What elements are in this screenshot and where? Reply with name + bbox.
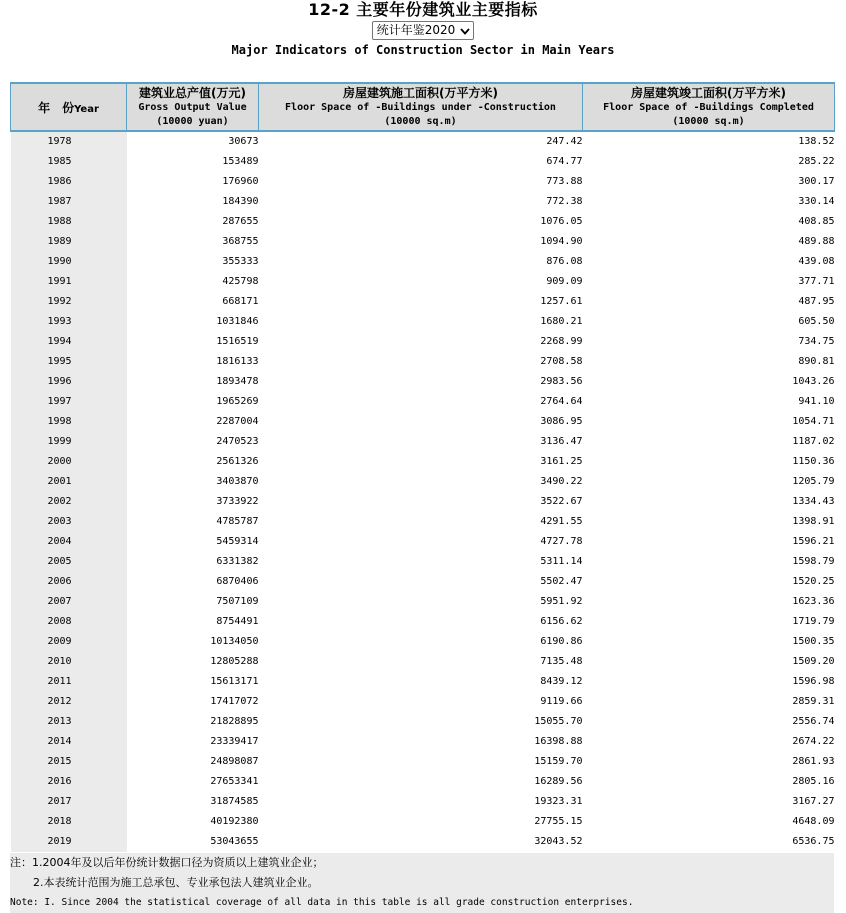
yearbook-select[interactable] xyxy=(372,21,475,40)
table-row xyxy=(11,131,835,152)
cell-under-construction: 1094.90 xyxy=(540,236,583,247)
cell-gross-output: 30673 xyxy=(228,136,259,147)
cell-gross-output: 8754491 xyxy=(216,616,259,627)
cell-under-construction: 2764.64 xyxy=(540,396,583,407)
cell-gross-output: 15613171 xyxy=(210,676,259,687)
table-row xyxy=(11,632,835,652)
cell-year: 1985 xyxy=(11,152,127,172)
cell-year: 2011 xyxy=(11,672,127,692)
cell-gross-output: 425798 xyxy=(222,276,259,287)
table-row xyxy=(11,432,835,452)
cell-completed: 734.75 xyxy=(798,336,835,347)
cell-year: 2001 xyxy=(11,472,127,492)
table-row xyxy=(11,392,835,412)
cell-gross-output: 1816133 xyxy=(216,356,259,367)
cell-year: 2014 xyxy=(11,732,127,752)
table-row xyxy=(11,712,835,732)
cell-under-construction: 674.77 xyxy=(546,156,583,167)
cell-gross-output: 40192380 xyxy=(210,816,259,827)
cell-completed: 1054.71 xyxy=(792,416,835,427)
cell-completed: 1150.36 xyxy=(792,456,835,467)
header-gross-output-en: Gross Output Value xyxy=(138,102,247,113)
cell-year: 1996 xyxy=(11,372,127,392)
cell-year: 2006 xyxy=(11,572,127,592)
cell-under-construction: 3136.47 xyxy=(540,436,583,447)
cell-under-construction: 5951.92 xyxy=(540,596,583,607)
table-row xyxy=(11,332,835,352)
table-row xyxy=(11,252,835,272)
cell-under-construction: 1680.21 xyxy=(540,316,583,327)
table-row xyxy=(11,752,835,772)
indicators-table xyxy=(10,82,835,852)
table-row xyxy=(11,372,835,392)
yearbook-select-container xyxy=(0,19,846,40)
cell-under-construction: 247.42 xyxy=(546,136,583,147)
cell-under-construction: 15159.70 xyxy=(534,756,583,767)
cell-year: 2016 xyxy=(11,772,127,792)
cell-under-construction: 16289.56 xyxy=(534,776,583,787)
cell-gross-output: 27653341 xyxy=(210,776,259,787)
cell-gross-output: 31874585 xyxy=(210,796,259,807)
cell-completed: 2859.31 xyxy=(792,696,835,707)
header-completed-unit: (10000 sq.m) xyxy=(672,116,745,127)
cell-year: 1992 xyxy=(11,292,127,312)
page-subtitle: Major Indicators of Construction Sector in Main Years xyxy=(231,43,615,57)
cell-gross-output: 368755 xyxy=(222,236,259,247)
cell-year: 2017 xyxy=(11,792,127,812)
cell-under-construction: 27755.15 xyxy=(534,816,583,827)
cell-gross-output: 17417072 xyxy=(210,696,259,707)
cell-completed: 2556.74 xyxy=(792,716,835,727)
cell-under-construction: 2983.56 xyxy=(540,376,583,387)
header-under-construction xyxy=(259,83,583,131)
cell-under-construction: 3161.25 xyxy=(540,456,583,467)
cell-gross-output: 6331382 xyxy=(216,556,259,567)
cell-gross-output: 53043655 xyxy=(210,836,259,847)
table-row xyxy=(11,532,835,552)
cell-gross-output: 3733922 xyxy=(216,496,259,507)
cell-completed: 1500.35 xyxy=(792,636,835,647)
cell-gross-output: 1893478 xyxy=(216,376,259,387)
cell-gross-output: 10134050 xyxy=(210,636,259,647)
cell-under-construction: 876.08 xyxy=(546,256,583,267)
cell-completed: 2674.22 xyxy=(792,736,835,747)
header-completed-cn: 房屋建筑竣工面积(万平方米) xyxy=(631,86,786,100)
cell-gross-output: 153489 xyxy=(222,156,259,167)
cell-completed: 1719.79 xyxy=(792,616,835,627)
header-year-cn: 年 份 xyxy=(38,100,75,115)
cell-gross-output: 3403870 xyxy=(216,476,259,487)
table-row xyxy=(11,272,835,292)
cell-under-construction: 2268.99 xyxy=(540,336,583,347)
cell-completed: 1520.25 xyxy=(792,576,835,587)
table-row xyxy=(11,212,835,232)
chevron-down-icon xyxy=(459,25,471,37)
cell-gross-output: 24898087 xyxy=(210,756,259,767)
table-row xyxy=(11,732,835,752)
cell-under-construction: 19323.31 xyxy=(534,796,583,807)
cell-year: 2009 xyxy=(11,632,127,652)
table-row xyxy=(11,612,835,632)
cell-completed: 1596.98 xyxy=(792,676,835,687)
cell-gross-output: 6870406 xyxy=(216,576,259,587)
cell-gross-output: 184390 xyxy=(222,196,259,207)
cell-year: 1987 xyxy=(11,192,127,212)
cell-gross-output: 287655 xyxy=(222,216,259,227)
cell-gross-output: 1031846 xyxy=(216,316,259,327)
cell-year: 2003 xyxy=(11,512,127,532)
table-row xyxy=(11,592,835,612)
cell-year: 2013 xyxy=(11,712,127,732)
cell-year: 1978 xyxy=(11,131,127,152)
cell-gross-output: 1965269 xyxy=(216,396,259,407)
cell-completed: 489.88 xyxy=(798,236,835,247)
table-row xyxy=(11,692,835,712)
cell-year: 2008 xyxy=(11,612,127,632)
cell-completed: 2805.16 xyxy=(792,776,835,787)
cell-year: 2007 xyxy=(11,592,127,612)
cell-under-construction: 2708.58 xyxy=(540,356,583,367)
cell-under-construction: 6156.62 xyxy=(540,616,583,627)
table-row xyxy=(11,192,835,212)
cell-completed: 1623.36 xyxy=(792,596,835,607)
table-body xyxy=(11,131,835,852)
cell-under-construction: 6190.86 xyxy=(540,636,583,647)
note-line-2: 2.本表统计范围为施工总承包、专业承包法人建筑业企业。 xyxy=(33,876,319,889)
cell-completed: 1398.91 xyxy=(792,516,835,527)
cell-under-construction: 909.09 xyxy=(546,276,583,287)
cell-completed: 3167.27 xyxy=(792,796,835,807)
cell-year: 2002 xyxy=(11,492,127,512)
note-line-en: Note: I. Since 2004 the statistical coverage of all data in this table is all grade construction enterprises. xyxy=(10,897,634,908)
cell-under-construction: 5502.47 xyxy=(540,576,583,587)
cell-under-construction: 4727.78 xyxy=(540,536,583,547)
header-under-construction-cn: 房屋建筑施工面积(万平方米) xyxy=(343,86,498,100)
cell-year: 1995 xyxy=(11,352,127,372)
cell-gross-output: 668171 xyxy=(222,296,259,307)
cell-year: 1999 xyxy=(11,432,127,452)
cell-completed: 6536.75 xyxy=(792,836,835,847)
cell-completed: 285.22 xyxy=(798,156,835,167)
table-row xyxy=(11,452,835,472)
table-row xyxy=(11,552,835,572)
cell-completed: 330.14 xyxy=(798,196,835,207)
cell-year: 2000 xyxy=(11,452,127,472)
table-row xyxy=(11,832,835,852)
cell-completed: 487.95 xyxy=(798,296,835,307)
cell-year: 1997 xyxy=(11,392,127,412)
cell-year: 1998 xyxy=(11,412,127,432)
table-row xyxy=(11,232,835,252)
cell-gross-output: 23339417 xyxy=(210,736,259,747)
cell-completed: 4648.09 xyxy=(792,816,835,827)
table-row xyxy=(11,652,835,672)
cell-gross-output: 4785787 xyxy=(216,516,259,527)
table-header-row xyxy=(11,83,835,131)
table-row xyxy=(11,812,835,832)
cell-under-construction: 8439.12 xyxy=(540,676,583,687)
cell-year: 2019 xyxy=(11,832,127,852)
table-row xyxy=(11,292,835,312)
table-row xyxy=(11,672,835,692)
notes-section xyxy=(10,853,834,913)
cell-year: 1994 xyxy=(11,332,127,352)
cell-year: 1991 xyxy=(11,272,127,292)
cell-year: 2015 xyxy=(11,752,127,772)
cell-under-construction: 4291.55 xyxy=(540,516,583,527)
cell-completed: 1187.02 xyxy=(792,436,835,447)
cell-completed: 1598.79 xyxy=(792,556,835,567)
cell-under-construction: 773.88 xyxy=(546,176,583,187)
cell-under-construction: 9119.66 xyxy=(540,696,583,707)
cell-completed: 941.10 xyxy=(798,396,835,407)
cell-year: 1989 xyxy=(11,232,127,252)
cell-completed: 1043.26 xyxy=(792,376,835,387)
cell-under-construction: 32043.52 xyxy=(534,836,583,847)
table-row xyxy=(11,312,835,332)
cell-completed: 605.50 xyxy=(798,316,835,327)
cell-gross-output: 2470523 xyxy=(216,436,259,447)
cell-under-construction: 1076.05 xyxy=(540,216,583,227)
table-row xyxy=(11,792,835,812)
cell-completed: 377.71 xyxy=(798,276,835,287)
cell-completed: 890.81 xyxy=(798,356,835,367)
cell-year: 1986 xyxy=(11,172,127,192)
cell-completed: 1205.79 xyxy=(792,476,835,487)
cell-under-construction: 1257.61 xyxy=(540,296,583,307)
table-row xyxy=(11,572,835,592)
page-title: 12-2 主要年份建筑业主要指标 xyxy=(308,0,538,19)
cell-completed: 408.85 xyxy=(798,216,835,227)
cell-under-construction: 7135.48 xyxy=(540,656,583,667)
header-completed xyxy=(583,83,835,131)
header-year xyxy=(11,83,127,131)
cell-completed: 300.17 xyxy=(798,176,835,187)
cell-gross-output: 5459314 xyxy=(216,536,259,547)
cell-year: 2018 xyxy=(11,812,127,832)
cell-completed: 1596.21 xyxy=(792,536,835,547)
cell-year: 2004 xyxy=(11,532,127,552)
cell-gross-output: 355333 xyxy=(222,256,259,267)
cell-completed: 138.52 xyxy=(798,136,835,147)
cell-gross-output: 2561326 xyxy=(216,456,259,467)
cell-under-construction: 15055.70 xyxy=(534,716,583,727)
table-row xyxy=(11,152,835,172)
cell-gross-output: 12805288 xyxy=(210,656,259,667)
cell-year: 1988 xyxy=(11,212,127,232)
cell-gross-output: 2287004 xyxy=(216,416,259,427)
table-row xyxy=(11,412,835,432)
cell-gross-output: 176960 xyxy=(222,176,259,187)
cell-year: 1993 xyxy=(11,312,127,332)
cell-under-construction: 3086.95 xyxy=(540,416,583,427)
cell-completed: 2861.93 xyxy=(792,756,835,767)
table-row xyxy=(11,472,835,492)
cell-gross-output: 21828895 xyxy=(210,716,259,727)
cell-under-construction: 3490.22 xyxy=(540,476,583,487)
table-row xyxy=(11,352,835,372)
cell-gross-output: 1516519 xyxy=(216,336,259,347)
cell-under-construction: 772.38 xyxy=(546,196,583,207)
cell-completed: 439.08 xyxy=(798,256,835,267)
header-gross-output-cn: 建筑业总产值(万元) xyxy=(139,86,246,100)
yearbook-select-value: 统计年鉴2020 xyxy=(376,23,456,37)
header-gross-output xyxy=(127,83,259,131)
header-under-construction-unit: (10000 sq.m) xyxy=(384,116,457,127)
cell-year: 1990 xyxy=(11,252,127,272)
cell-year: 2010 xyxy=(11,652,127,672)
cell-gross-output: 7507109 xyxy=(216,596,259,607)
cell-year: 2012 xyxy=(11,692,127,712)
cell-completed: 1334.43 xyxy=(792,496,835,507)
header-gross-output-unit: (10000 yuan) xyxy=(156,116,229,127)
header-completed-en: Floor Space of -Buildings Completed xyxy=(603,102,814,113)
header-under-construction-en: Floor Space of -Buildings under -Construction xyxy=(285,102,556,113)
cell-completed: 1509.20 xyxy=(792,656,835,667)
cell-year: 2005 xyxy=(11,552,127,572)
table-row xyxy=(11,772,835,792)
cell-under-construction: 5311.14 xyxy=(540,556,583,567)
table-row xyxy=(11,492,835,512)
table-row xyxy=(11,172,835,192)
header-year-en: Year xyxy=(74,103,99,115)
note-line-1: 注：1.2004年及以后年份统计数据口径为资质以上建筑业企业； xyxy=(10,856,324,869)
cell-under-construction: 16398.88 xyxy=(534,736,583,747)
table-row xyxy=(11,512,835,532)
cell-under-construction: 3522.67 xyxy=(540,496,583,507)
